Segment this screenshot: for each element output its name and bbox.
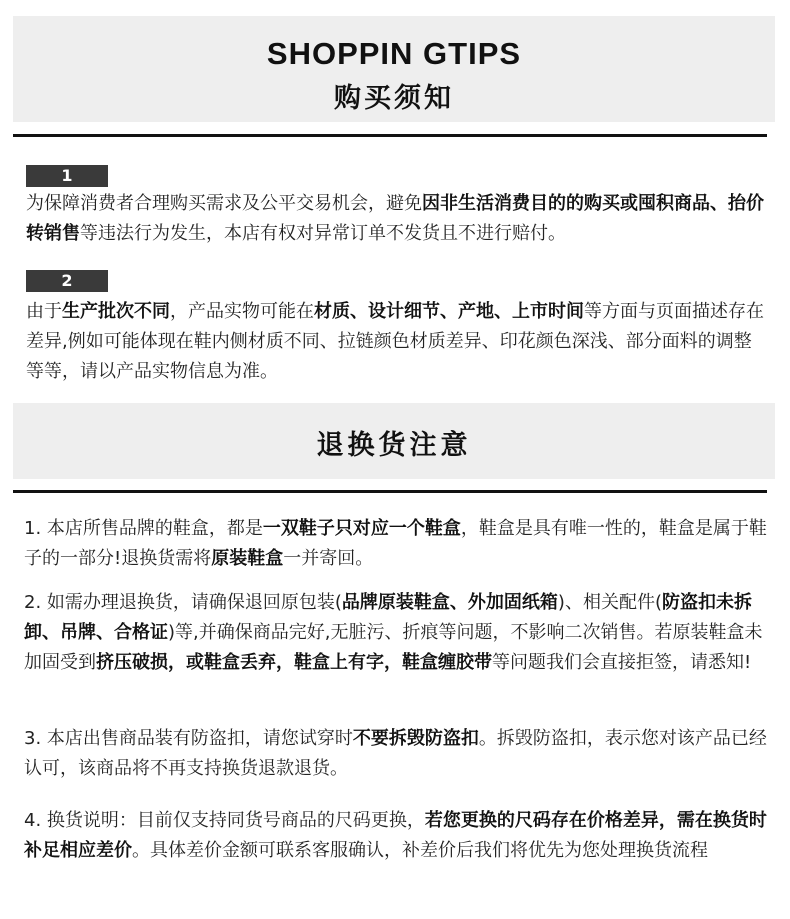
shopping-tips-header	[13, 16, 775, 122]
emphasis-text: 生产批次不同	[62, 301, 170, 322]
header-title-en: SHOPPIN GTIPS	[266, 36, 522, 71]
body-text: )、相关配件(	[557, 592, 662, 613]
body-text: 1. 本店所售品牌的鞋盒，都是	[24, 518, 263, 539]
notice-paragraph-1	[26, 189, 766, 249]
section-divider	[13, 490, 767, 493]
body-text: 。具体差价金额可联系客服确认，补差价后我们将优先为您处理换货流程	[132, 840, 708, 861]
emphasis-text: 若您更换的尺码存在价格差异，需在换货时补足相应差价	[24, 810, 767, 861]
return-policy-item-3	[24, 724, 769, 784]
body-text: 等问题我们会直接拒签，请悉知!	[492, 652, 752, 673]
body-text: 等方面与页面描述存在差异,例如可能体现在鞋内侧材质不同、拉链颜色材质差异、印花颜色深浅、部分面料的调整等等，请以产品实物信息为准。	[26, 301, 764, 382]
emphasis-text: 因非生活消费目的的购买或囤积商品、抬价转销售	[26, 193, 764, 244]
notice-number-badge: 1	[26, 165, 108, 187]
body-text: 4. 换货说明：目前仅支持同货号商品的尺码更换，	[24, 810, 425, 831]
body-text: 为保障消费者合理购买需求及公平交易机会，避免	[26, 193, 422, 214]
emphasis-text: 材质、设计细节、产地、上市时间	[314, 301, 584, 322]
body-text: 由于	[26, 301, 62, 322]
returns-title: 退换货注意	[316, 430, 472, 461]
emphasis-text: 防盗扣未拆卸、吊牌、合格证	[24, 592, 752, 643]
body-text: 2. 如需办理退换货，请确保退回原包装(	[24, 592, 342, 613]
emphasis-text: 品牌原装鞋盒、外加固纸箱	[341, 592, 558, 613]
body-text: )等,并确保商品完好,无脏污、折痕等问题，不影响二次销售。若原装鞋盒未加固受到	[24, 622, 763, 673]
notice-number-badge: 2	[26, 270, 108, 292]
emphasis-text: 原装鞋盒	[211, 548, 284, 569]
emphasis-text: 一双鞋子只对应一个鞋盒	[262, 518, 461, 539]
return-policy-item-1	[24, 514, 769, 574]
return-policy-item-2	[24, 588, 769, 678]
header-title-cn: 购买须知	[334, 83, 454, 114]
section-divider	[13, 134, 767, 137]
body-text: 等违法行为发生，本店有权对异常订单不发货且不进行赔付。	[80, 223, 566, 244]
returns-header	[13, 403, 775, 479]
body-text: ，产品实物可能在	[170, 301, 314, 322]
body-text: 。拆毁防盗扣，表示您对该产品已经认可，该商品将不再支持换货退款退货。	[24, 728, 767, 779]
body-text: 3. 本店出售商品装有防盗扣，请您试穿时	[24, 728, 353, 749]
body-text: ，鞋盒是具有唯一性的，鞋盒是属于鞋子的一部分!退换货需将	[24, 518, 767, 569]
emphasis-text: 挤压破损，或鞋盒丢弃，鞋盒上有字，鞋盒缠胶带	[96, 652, 492, 673]
return-policy-item-4	[24, 806, 769, 866]
notice-paragraph-2	[26, 297, 766, 387]
body-text: 一并寄回。	[283, 548, 374, 569]
emphasis-text: 不要拆毁防盗扣	[352, 728, 479, 749]
